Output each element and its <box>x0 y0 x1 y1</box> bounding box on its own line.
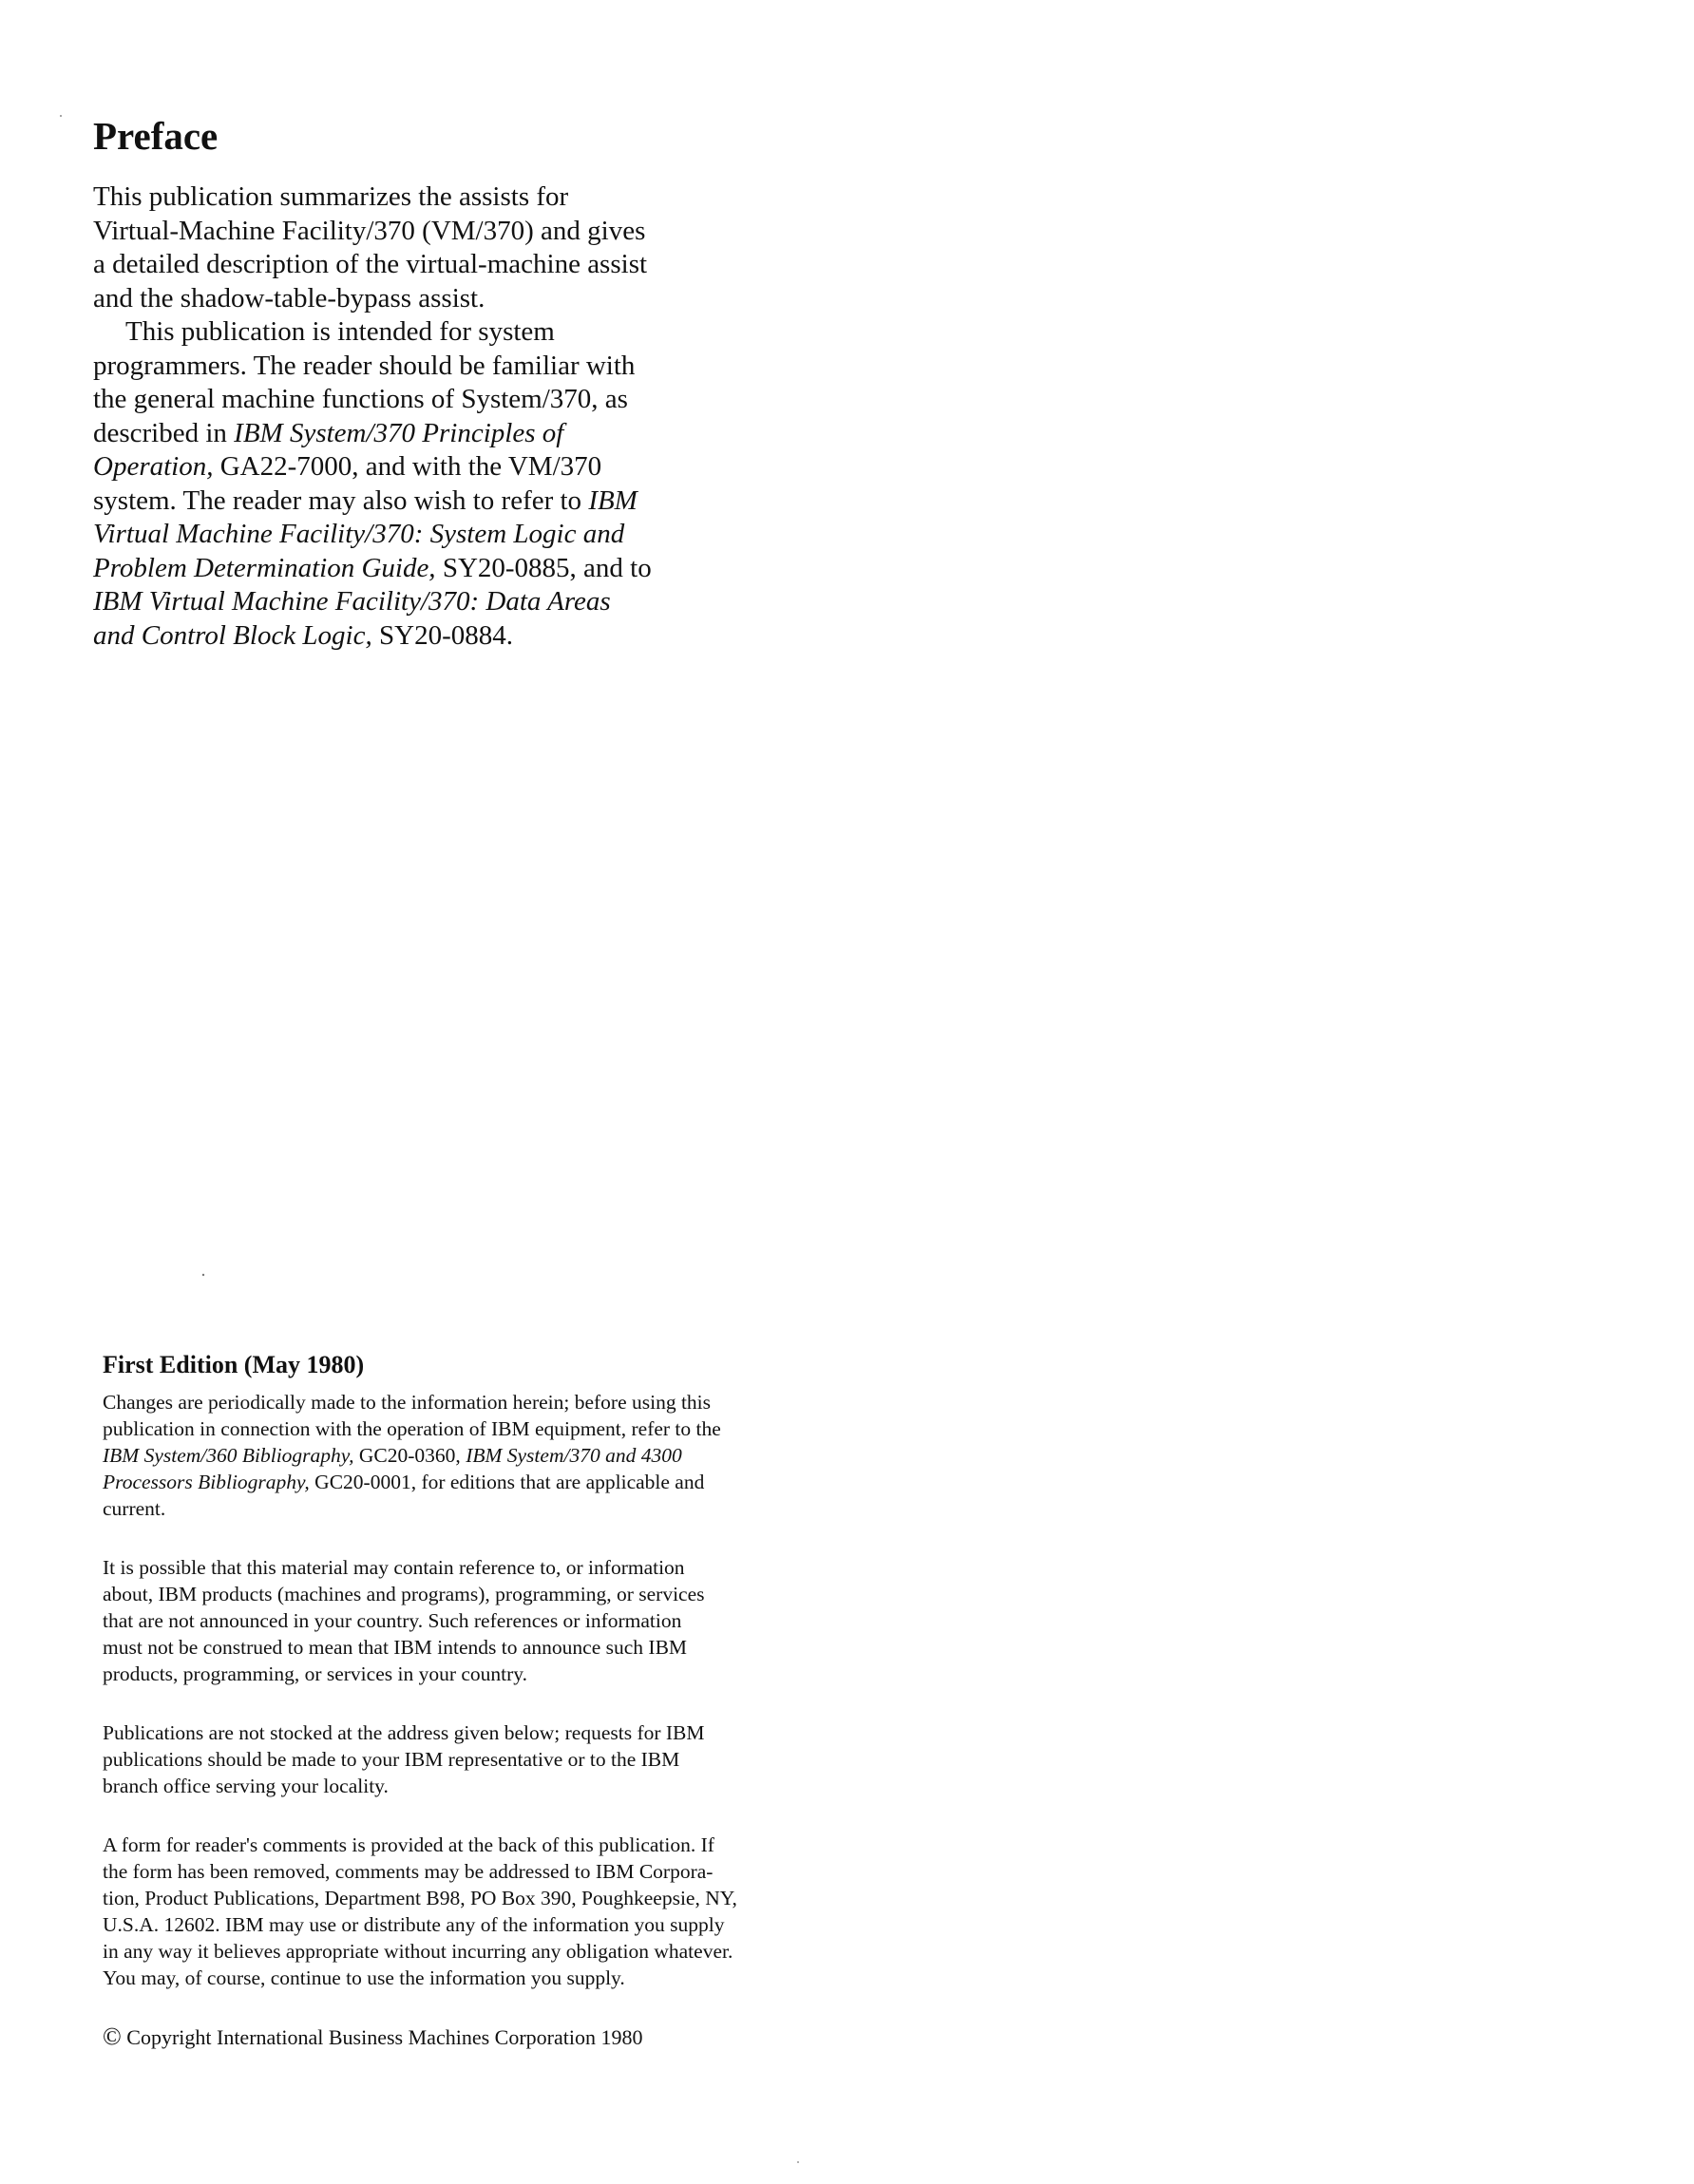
text-line: It is possible that this material may contain reference to, or information <box>103 1556 685 1579</box>
text-line: the form has been removed, comments may be addressed to IBM Corpora- <box>103 1860 714 1883</box>
edition-announcement-paragraph <box>103 1554 977 1687</box>
text-line: the general machine functions of System/370, as <box>93 384 628 414</box>
text-line: products, programming, or services in your country. <box>103 1662 528 1685</box>
edition-notice <box>103 1349 977 2051</box>
text-line: You may, of course, continue to use the information you supply. <box>103 1966 625 1989</box>
edition-comments-paragraph <box>103 1832 977 1991</box>
text-line: current. <box>103 1497 166 1520</box>
text-line <box>103 1442 977 1469</box>
edition-publications-paragraph <box>103 1719 977 1799</box>
text-line: about, IBM products (machines and programs), programming, or services <box>103 1583 705 1605</box>
text-run: system. The reader may also wish to refer to <box>93 484 589 516</box>
copyright-notice <box>103 2023 977 2051</box>
text-line <box>93 417 758 451</box>
edition-title: First Edition (May 1980) <box>103 1351 365 1378</box>
citation-system360-bibliography: IBM System/360 Bibliography, <box>103 1444 354 1467</box>
citation-data-areas: IBM Virtual Machine Facility/370: Data Areas <box>93 586 611 617</box>
citation-data-areas: and Control Block Logic, <box>93 619 372 651</box>
scan-speck <box>797 2161 799 2163</box>
text-line <box>93 518 758 552</box>
text-line: branch office serving your locality. <box>103 1775 389 1797</box>
text-line <box>93 552 758 586</box>
citation-system370-bibliography: Processors Bibliography, <box>103 1471 310 1493</box>
text-line: A form for reader's comments is provided at the back of this publication. If <box>103 1833 714 1856</box>
text-line: publication in connection with the operation of IBM equipment, refer to the <box>103 1417 721 1440</box>
citation-system370-bibliography: IBM System/370 and 4300 <box>466 1444 682 1467</box>
preface-paragraph-2 <box>93 315 758 653</box>
text-line: Changes are periodically made to the information herein; before using this <box>103 1391 712 1414</box>
text-run: GC20-0001, for editions that are applicable and <box>309 1471 705 1493</box>
copyright-icon: © <box>103 2023 122 2050</box>
text-line <box>93 450 758 484</box>
citation-system-logic: Virtual Machine Facility/370: System Logic and <box>93 519 625 549</box>
text-line <box>93 585 758 619</box>
text-run: SY20-0884. <box>371 619 513 651</box>
text-line: in any way it believes appropriate without incurring any obligation whatever. <box>103 1940 733 1963</box>
text-line: Publications are not stocked at the address given below; requests for IBM <box>103 1721 705 1744</box>
citation-principles-of-operation: Operation, <box>93 451 214 482</box>
scan-speck <box>202 1274 204 1276</box>
citation-principles-of-operation: IBM System/370 Principles of <box>234 417 564 448</box>
text-line <box>103 1469 977 1495</box>
text-run: described in <box>93 417 235 448</box>
citation-system-logic: IBM <box>588 484 638 516</box>
text-line: Virtual-Machine Facility/370 (VM/370) and gives <box>93 215 646 246</box>
preface-paragraph-1 <box>93 180 758 315</box>
edition-changes-paragraph <box>103 1389 977 1522</box>
text-line: programmers. The reader should be familiar with <box>93 350 636 381</box>
text-line <box>93 484 758 519</box>
text-line <box>93 619 758 654</box>
preface-body <box>93 180 758 653</box>
text-run: GC20-0360, <box>353 1444 466 1467</box>
text-line: This publication is intended for system <box>125 316 555 347</box>
text-line: This publication summarizes the assists for <box>93 181 569 212</box>
text-line: tion, Product Publications, Department B98, PO Box 390, Poughkeepsie, NY, <box>103 1887 737 1909</box>
text-line: publications should be made to your IBM representative or to the IBM <box>103 1748 680 1771</box>
text-line: and the shadow-table-bypass assist. <box>93 282 485 313</box>
text-line: must not be construed to mean that IBM intends to announce such IBM <box>103 1636 688 1659</box>
preface-title: Preface <box>93 114 219 158</box>
text-line: that are not announced in your country. Such references or information <box>103 1609 682 1632</box>
text-line: U.S.A. 12602. IBM may use or distribute any of the information you supply <box>103 1913 725 1936</box>
text-run: GA22-7000, and with the VM/370 <box>213 451 602 482</box>
text-run: SY20-0885, and to <box>435 552 652 583</box>
copyright-text: Copyright International Business Machines Corporation 1980 <box>126 2025 643 2049</box>
scan-speck <box>60 115 62 117</box>
text-line: a detailed description of the virtual-machine assist <box>93 249 648 279</box>
citation-system-logic: Problem Determination Guide, <box>93 552 436 583</box>
